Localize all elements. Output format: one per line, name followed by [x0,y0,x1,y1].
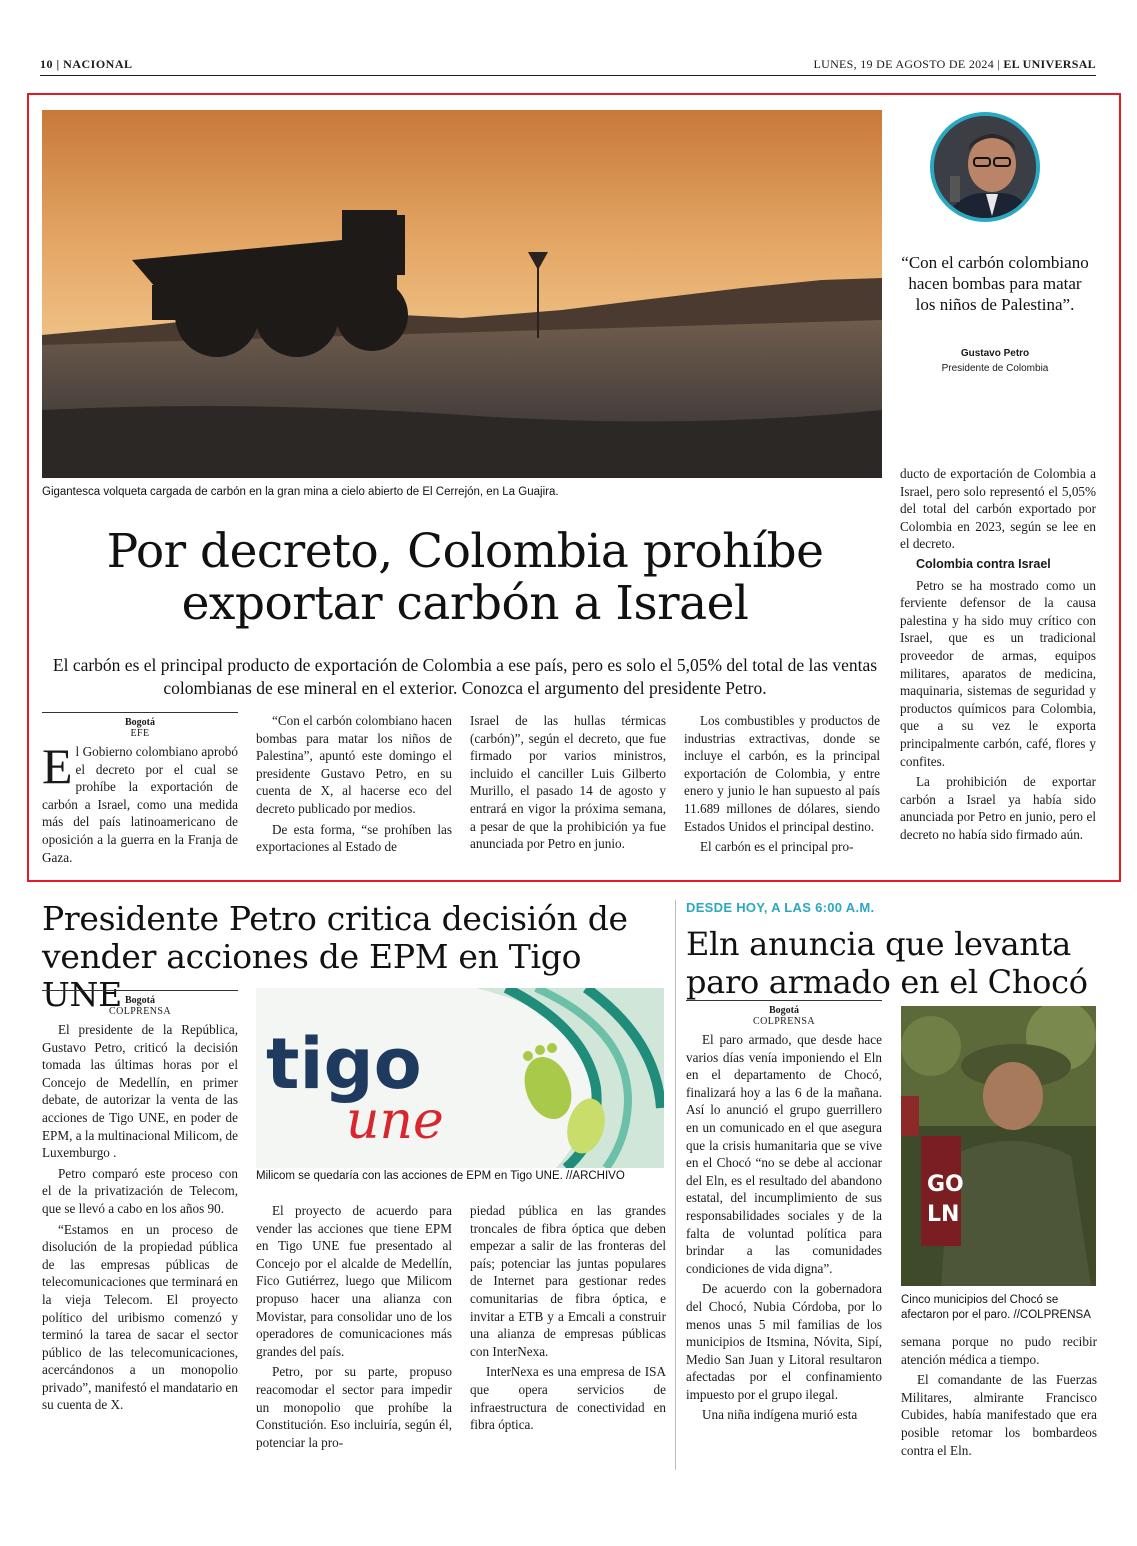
tigo-wordmark: tigo [266,1023,422,1105]
page-date-paper: LUNES, 19 DE AGOSTO DE 2024 | EL UNIVERSAL [813,57,1096,71]
eln-headline: Eln anuncia que levanta paro armado en el Chocó [686,925,1088,1001]
paragraph: Petro comparó este proceso con el de la privatización de Telecom, que se llevó a cabo en los años 90. [42,1165,238,1216]
drop-cap: E [42,738,73,794]
paragraph: De esta forma, “se prohíben las exportaciones al Estado de [256,821,452,855]
paragraph: InterNexa es una empresa de ISA que opera servicios de infraestructura de conectividad en fibra óptica. [470,1364,666,1433]
dateline [42,990,238,1017]
paragraph: “Con el carbón colombiano hacen bombas para matar los niños de Palestina”, apuntó este domingo el presidente Gustavo Petro, en su cuenta de X, al hacerse eco del decreto publicado por medios. [256,713,452,816]
eln-guerrilla-photo [901,1006,1096,1286]
tigo-photo-caption [256,1170,666,1182]
paragraph: El carbón es el principal pro- [700,839,854,855]
dateline-agency: EFE [130,728,150,739]
quote-author: Gustavo Petro [960,348,1030,359]
epm-col-3 [470,1202,666,1434]
paragraph [42,738,238,866]
main-side-column [900,465,1096,843]
epm-col-1 [42,990,238,1414]
main-col-1 [42,712,238,866]
dateline [686,1000,882,1027]
epm-headline: Presidente Petro critica decisión de vender acciones de EPM en Tigo UNE [42,899,628,1014]
paragraph: piedad pública en las grandes troncales de fibra óptica que deben empezar a salir de las fronteras del país; potenciar las juntas populares de Internet para gestionar redes comunitarias de fibra óptica, e invitar a ETB y a Emcali a construir una alianza de empresas públicas con InterNexa. [470,1203,666,1359]
paragraph: Petro se ha mostrado como un ferviente defensor de la causa palestina y ha sido muy crítico con Israel, que es un tradicional proveedor de armas, equipos militares, aparatos de medicina, maquinaria, sistemas de seguridad y productos químicos para Colombia, que a su vez le exporta principalmente carbón, café, flores y confites. [900,577,1096,769]
paragraph: Petro, por su parte, propuso reacomodar el sector para impedir un monopolio que prohíbe la Constitución. Eso incluiría, según él, potenciar la pro- [256,1364,452,1450]
dateline-city: Bogotá [769,1005,799,1016]
paragraph: ducto de exportación de Colombia a Israel, pero solo representó el 5,05% del total del carbón exportado por Colombia en 2023, según se lee en el decreto. [900,466,1096,552]
subheading: Colombia contra Israel [916,556,1051,571]
paragraph: Una niña indígena murió esta [702,1407,858,1423]
eln-col-1 [686,1000,882,1424]
paper-name: EL UNIVERSAL [1003,57,1096,71]
epm-col-2 [256,1202,452,1451]
main-col-2 [256,712,452,856]
photo-caption: Gigantesca volqueta cargada de carbón en la gran mina a cielo abierto de El Cerrejón, en La Guajira. [42,486,559,498]
dateline-city: Bogotá [125,995,155,1006]
section-name: NACIONAL [63,57,133,71]
photo-credit: //ARCHIVO [566,1170,625,1182]
vest-text-bottom: LN [927,1202,960,1227]
paragraph: De acuerdo con la gobernadora del Chocó, Nubia Córdoba, por lo menos unas 5 mil familias de los municipios de Itsmina, Nóvita, Sipí, Medio San Juan y Litoral resultaron afectadas por el confinamiento impuesto por el grupo ilegal. [686,1281,882,1402]
page-date: LUNES, 19 DE AGOSTO DE 2024 [813,57,995,71]
dateline-city: Bogotá [125,717,155,728]
coal-truck-photo [42,110,882,478]
paragraph: Israel de las hullas térmicas (carbón)”, según el decreto, que fue firmado por varios ministros, incluido el canciller Luis Gilberto Murillo, el pasado 14 de agosto y entrará en vigor la próxima semana, a pesar de que la prohibición ya fue anunciada por Petro en junio. [470,713,666,852]
paragraph: Los combustibles y productos de industrias extractivas, donde se incluye el carbón, es la principal exportación de Colombia, y entre enero y junio le han supuesto al país 11.689 millones de dólares, siendo Estados Unidos el principal destino. [684,713,880,834]
caption-text: Milicom se quedaría con las acciones de EPM en Tigo UNE. [256,1170,563,1182]
main-col-3 [470,712,666,853]
pull-quote: “Con el carbón colombiano hacen bombas para matar los niños de Palestina”. [901,253,1089,314]
paragraph: La prohibición de exportar carbón a Israel ya había sido anunciada por Petro en junio, pero el decreto no había sido firmado aún. [900,774,1096,842]
page-header [40,56,1096,76]
dateline-agency: COLPRENSA [753,1016,815,1027]
dateline [42,712,238,739]
paragraph-text: l Gobierno colombiano aprobó el decreto por el cual se prohíbe la exportación de carbón a Israel, como una medida más del país latinoamericano de oposición a la guerra en la Franja de Gaza. [42,744,238,865]
une-wordmark: une [346,1091,444,1151]
paragraph: El comandante de las Fuerzas Militares, almirante Francisco Cubides, había manifestado que era posible retomar los bombardeos contra el Eln. [901,1372,1097,1458]
main-deck: El carbón es el principal producto de exportación de Colombia a ese país, pero es solo el 5,05% del total de las ventas colombianas de ese mineral en el exterior. Conozca el argumento del presidente Petro. [52,655,878,698]
page-number: 10 [40,57,53,71]
eln-photo-caption [901,1293,1097,1323]
dateline-agency: COLPRENSA [109,1006,171,1017]
page-section: 10 | NACIONAL [40,57,133,71]
main-headline: Por decreto, Colombia prohíbe exportar carbón a Israel [106,524,824,631]
tigo-une-logo-photo [256,988,664,1168]
paragraph: semana porque no pudo recibir atención médica a tiempo. [901,1334,1097,1367]
vest-text-top: GO [927,1172,964,1197]
eln-col-2 [901,1333,1097,1459]
photo-credit: //COLPRENSA [1013,1309,1091,1321]
petro-portrait [930,112,1040,222]
paragraph: El proyecto de acuerdo para vender las acciones que tiene EPM en Tigo UNE fue presentado al Concejo por el alcalde de Medellín, Fico Gutiérrez, luego que Milicom propuso hacer una alianza con Movistar, para consolidar uno de los operadores de comunicaciones más grandes del país. [256,1203,452,1359]
paragraph: El paro armado, que desde hace varios días venía imponiendo el Eln en el departamento de Chocó, finalizará hoy a las 6 de la mañana. Así lo anunció el grupo guerrillero en un comunicado en el que asegura que la crisis humanitaria que se vive en el Chocó “no se debe al accionar del Eln, es el resultado del abandono estatal, del incumplimiento de sus responsabilidades sociales y de la falta de voluntad política para brindar a las comunidades condiciones de vida digna”. [686,1032,882,1276]
quote-author-role: Presidente de Colombia [941,363,1049,374]
column-divider [675,900,676,1470]
paragraph: El presidente de la República, Gustavo Petro, criticó la decisión tomada las últimas horas por el Concejo de Medellín, en primer debate, de autorizar la venta de las acciones de Tigo UNE, en poder de EPM, a la multinacional Milicom, de Luxemburgo . [42,1022,238,1161]
main-col-4 [684,712,880,856]
caption-text: Cinco municipios del Chocó se afectaron por el paro. [901,1294,1059,1321]
eln-kicker: DESDE HOY, A LAS 6:00 A.M. [686,900,875,915]
paragraph: “Estamos en un proceso de disolución de la propiedad pública de las empresas públicas de telecomunicaciones que terminará en la vieja Telecom. El proyecto político del uribismo comenzó y terminó la tarea de sacar el sector público de las telecomunicaciones, acercándonos a un monopolio privado”, manifestó el mandatario en su cuenta de X. [42,1221,238,1413]
